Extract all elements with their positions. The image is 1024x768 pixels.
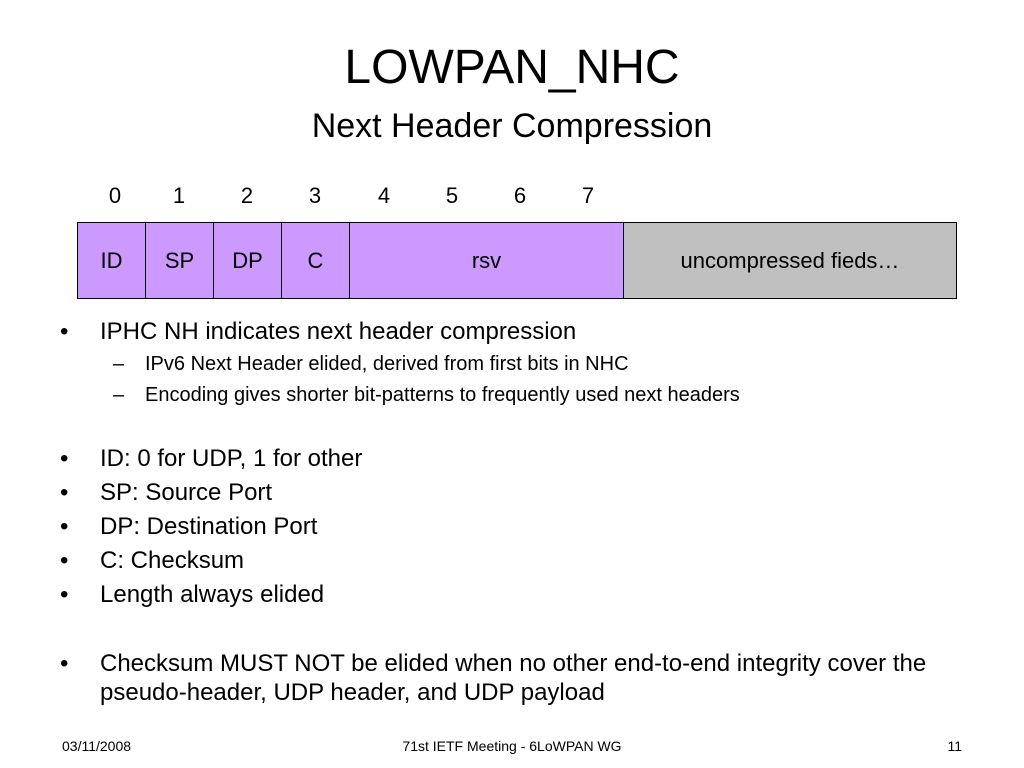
slide-title: LOWPAN_NHC: [344, 41, 680, 94]
bullet-glyph: •: [60, 479, 69, 506]
field-c: [281, 222, 350, 299]
bullet-text: Checksum MUST NOT be elided when no other end-to-end integrity cover the pseudo-header, UDP header, and UDP payload: [100, 650, 927, 706]
bullet-text: DP: Destination Port: [100, 513, 318, 540]
field-uncompressed: [623, 222, 957, 299]
field-rsv-label: rsv: [471, 247, 502, 273]
bit-number-3: 3: [308, 183, 322, 208]
field-sp-label: SP: [164, 247, 195, 273]
sub-bullet-text: IPv6 Next Header elided, derived from first bits in NHC: [145, 353, 629, 375]
bit-number-1: 1: [172, 183, 186, 208]
bit-number-2: 2: [240, 183, 254, 208]
bullet-text: Length always elided: [100, 581, 325, 608]
bit-number-7: 7: [581, 183, 595, 208]
slide-subtitle: Next Header Compression: [311, 107, 713, 145]
bullet-glyph: •: [60, 547, 69, 574]
sub-bullet-text: Encoding gives shorter bit-patterns to frequently used next headers: [145, 384, 740, 406]
bullet-text: C: Checksum: [100, 547, 245, 574]
bullet-text: SP: Source Port: [100, 479, 273, 506]
bit-number-6: 6: [513, 183, 527, 208]
field-uncompressed-label: uncompressed fieds…: [680, 247, 900, 273]
bullet-text: ID: 0 for UDP, 1 for other: [100, 445, 363, 472]
bullet-glyph: •: [60, 318, 69, 345]
bullet-text: IPHC NH indicates next header compression: [100, 318, 577, 345]
bullet-glyph: •: [60, 513, 69, 540]
bullet-glyph: •: [60, 581, 69, 608]
field-dp-label: DP: [232, 247, 263, 273]
footer-date: 03/11/2008: [62, 738, 132, 754]
bit-number-4: 4: [377, 183, 391, 208]
bullet-glyph: •: [60, 650, 69, 677]
field-dp: [213, 222, 282, 299]
sub-bullet-glyph: –: [113, 384, 125, 406]
bit-number-0: 0: [108, 183, 122, 208]
field-c-label: C: [307, 247, 324, 273]
footer-page-number: 11: [947, 738, 962, 754]
field-sp: [145, 222, 214, 299]
sub-bullet-glyph: –: [113, 353, 125, 375]
field-rsv: [349, 222, 624, 299]
footer-meeting: 71st IETF Meeting - 6LoWPAN WG: [402, 738, 622, 754]
field-id: [77, 222, 146, 299]
field-id-label: ID: [100, 247, 123, 273]
bullet-glyph: •: [60, 445, 69, 472]
bit-number-5: 5: [445, 183, 459, 208]
